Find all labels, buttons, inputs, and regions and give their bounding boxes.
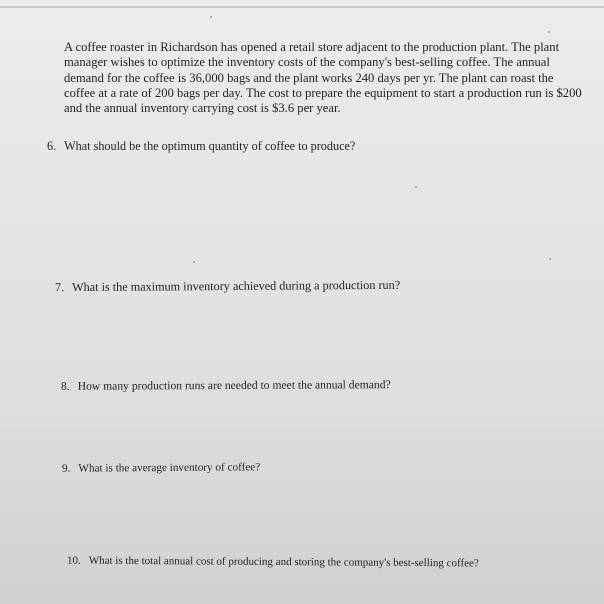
- question-number: 7.: [54, 280, 65, 295]
- page-top-edge: [0, 6, 604, 8]
- question-9: [62, 461, 260, 474]
- question-number: 10.: [66, 554, 81, 567]
- question-text: What is the total annual cost of producing and storing the company's best-selling coffee?: [88, 554, 479, 570]
- paper-speck: [193, 261, 195, 263]
- question-number: 8.: [60, 379, 70, 393]
- question-number: 6.: [47, 139, 57, 153]
- question-10: [67, 555, 479, 570]
- question-text: What should be the optimum quantity of coffee to produce?: [64, 139, 356, 153]
- question-7: [55, 278, 400, 295]
- question-text: What is the average inventory of coffee?: [78, 461, 261, 475]
- paper-speck: [548, 31, 550, 33]
- paper-speck: [549, 258, 551, 260]
- paper-speck: [415, 186, 417, 188]
- question-text: What is the maximum inventory achieved during a production run?: [72, 277, 401, 295]
- question-text: How many production runs are needed to meet the annual demand?: [77, 378, 391, 393]
- question-6: [47, 139, 355, 154]
- paper-speck: [210, 16, 212, 18]
- question-number: 9.: [61, 462, 71, 475]
- question-8: [61, 378, 391, 393]
- problem-statement: A coffee roaster in Richardson has opened a retail store adjacent to the production plant. The plant manager wishes to optimize the inventory costs of the company's best-selling coffee. The annual demand for the coffee is 36,000 bags and the plant works 240 days per yr. The plant can roast the coffee at a rate of 200 bags per day. The cost to prepare the equipment to start a production run is $200 and the annual inventory carrying cost is $3.6 per year.: [64, 40, 582, 116]
